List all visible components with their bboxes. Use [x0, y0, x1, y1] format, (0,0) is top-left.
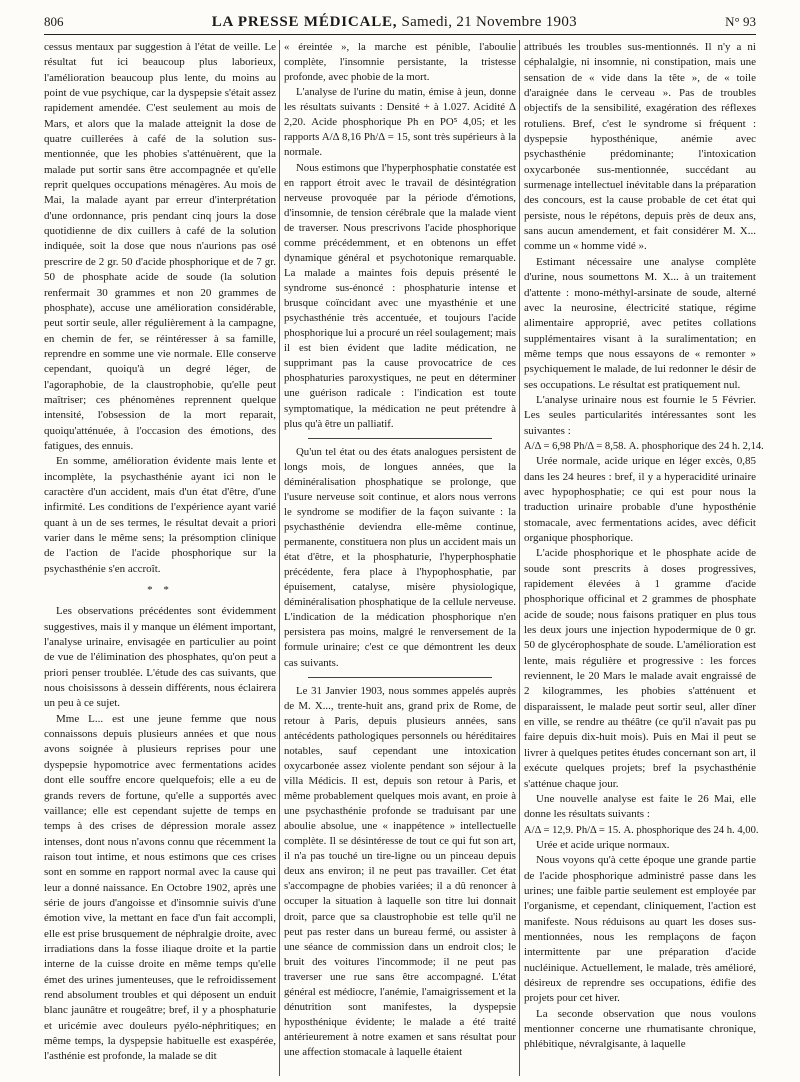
column-rule-2 — [519, 40, 520, 1076]
paragraph: Urée et acide urique normaux. — [536, 838, 670, 851]
paragraph: cessus mentaux par suggestion à l'état de veille. Le résultat fut ici beaucoup plus laborieux, l'amélioration beaucoup plus lente, du moins au point de vue psychique, car la dyspepsie s'était assez rapidement amendée. C'est seulement au mois de Mars, et alors que la malade atteignit la dose de quatre cuillerées à café de la solution sus-mentionnée, que les phobies s'atténuèrent, que la malade put sortir sans être accompagnée et qu'elle reprit quelques occupations ménagères. Au mois de Mai, la malade ayant par erreur d'interprétation d'une ordonnance, pris pendant cinq jours la dose quotidienne de dix cuillers à café de la solution indiquée, soit la dose que nous n'aurions pas osé prescrire de 2 gr. 50 d'acide phosphorique et de 7 gr. 50 de phosphate acide de soude (la solution renfermait 30 grammes et non 20 grammes de phosphate), accuse une amélioration considérable, peut sortir seule, aller régulièrement à la campagne, en chemin de fer, se réintéresser à sa famille, reprendre en somme une vie normale. Elle conserve cependant, quoiqu'à un degré léger, de l'agoraphobie, de la claustrophobie, qu'elle peut maîtriser; ces phénomènes reprennent quelque intensité, l'obsession de la mort reparait, quoiqu'atténuée, à l'occasion des émotions, des fatigues, des ennuis. — [44, 41, 276, 452]
column-1 — [44, 40, 276, 1065]
paragraph: L'acide phosphorique et le phosphate acide de soude sont prescrits à doses progressives, rapidement élevées à 1 gramme d'acide phosphorique officinal et 2 grammes de phosphate acide de soude; nous faisons pratiquer en plus tous les deux jours une injection hypodermique de 0 gr. 50 de glycérophosphate de soude. L'amélioration est lente, mais régulière et progressive : les forces reviennent, le 20 Mars le malade avait engraissé de 2 kilogrammes, les phobies s'atténuent et disparaissent, le malade peut sortir seul, aller dîner en ville, se rendre au théâtre (ce qu'il n'avait pas pu faire depuis dix-huit mois). Puis en Mai il peut se livrer à quelques petites études concernant son art, il exécute quelques projets; bref la psychasthénie s'atténue chaque jour. — [524, 547, 756, 790]
paragraph: « éreintée », la marche est pénible, l'aboulie complète, l'insomnie persistante, la tristesse profonde, avec phobie de la mort. — [284, 41, 516, 84]
paragraph: La seconde observation que nous voulons mentionner concerne une rhumatisante chronique, phlébitique, névralgisante, à laquelle — [524, 1007, 756, 1051]
paragraph: Urée normale, acide urique en léger excès, 0,85 dans les 24 heures : bref, il y a hyperacidité urinaire avec hypophosphatie; ce qui est pour nous la traduction urinaire probable d'une hyposthénie stomacale, avec fermentations acides, avec déficit organique phosphorique. — [524, 455, 756, 544]
masthead — [212, 14, 577, 31]
paragraph: attribués les troubles sus-mentionnés. Il n'y a ni céphalalgie, ni insomnie, ni constipation, mais une sensation de « vide dans la tête », de « toile d'araignée dans le cerveau ». Pas de troubles objectifs de la sensibilité, exagération des réflexes rotuliens. Bref, c'est le syndrome si fréquent : dyspepsie hyposthénique, anémie avec psychasthénie prédominante; l'intoxication oxycarbonée sus-mentionnée, succédant au surmenage intellectuel inévitable dans la préparation des concours, est la cause probable de cet état qui persiste, nous le répétons, depuis près de deux ans, sans aucun amendement, et fait considérer M. X... comme un « homme vidé ». — [524, 41, 756, 253]
paragraph: Le 31 Janvier 1903, nous sommes appelés auprès de M. X..., trente-huit ans, grand prix de Rome, de retour à Paris, depuis plusieurs années, sans antécédents pathologiques personnels ou héréditaires notables, sauf cependant une intoxication oxycarbonée assez violente pendant son séjour à la villa Médicis. Il est, depuis son retour à Paris, et même probablement quelques mois avant, en proie à une psychasthénie profonde se traduisant par une aboulie absolue, une « inappétence » intellectuelle complète. Il se désintéresse de tout ce qui fut son art, il n'a pas touché un tire-ligne ou un pinceau depuis deux ans environ; il ne peut pas travailler. Cet état s'accompagne de phobies variées; il a dû renoncer à occuper la situation à laquelle son titre lui donnait droit, parce que sa claustrophobie est telle qu'il ne peut pas rester dans un bureau fermé, ou assister à une séance de commission dans un endroit clos; le bruit des voitures l'incommode; il ne peut pas traverser une rue sans être accompagné. L'état général est médiocre, l'anémie, l'amaigrissement et la dénutrition sont manifestes, la dyspepsie hyposthénique évidente; le malade a été traité antérieurement à notre examen et sans résultat pour une affection stomacale à laquelle étaient — [284, 684, 516, 1059]
paragraph: Qu'un tel état ou des états analogues persistent de longs mois, de longues années, que la déminéralisation phosphatique se prolonge, que l'usure nerveuse soit continue, et alors nous verrons le syndrome se modifier de la façon suivante : la psychasthénie deviendra elle-même continue, permanente, constituera non plus un accident mais un état d'être, et la phosphaturie, l'hyperphosphatie précédente, fera place à l'hypophosphatie, par épuisement, catalyse, misère physiologique, déminéralisation phosphatique de la cellule nerveuse. L'indication de la médication phosphorique n'en persistera pas moins, malgré le renversement de la formule urinaire; c'est ce que démontrent les deux cas suivants. — [284, 445, 516, 669]
paragraph: Mme L... est une jeune femme que nous connaissons depuis plusieurs années et que nous avons soignée à plusieurs reprises pour une dyspepsie hypomotrice avec fermentations acides dont elle souffre encore quelquefois; elle a eu de grands revers de fortune, qu'elle a supportés avec vaillance; elle est cependant sujette de temps en temps à des crises de dépression morale assez intenses, dont nous n'avons connu que récemment la raison tout intime, et nous estimons que ces crises sont en somme en rapport normal avec la cause qui leur a donné naissance. En Octobre 1902, après une série de jours d'angoisse et d'insomnie suivis d'une émotion vive, la mettant en face d'un fait accompli, elle est prise brusquement de néphralgie droite, avec irradiations dans la fosse iliaque droite et la partie interne de la cuisse droite en même temps qu'elle émet des urines jumenteuses, que le refroidissement rend absolument troubles et qui déposent un enduit blanc jaunâtre et rougeâtre; bref, il y a phosphaturie et uricémie avec douleurs pyélo-néphritiques; en même temps, la dyspepsie habituelle est exaspérée, l'asthénie est profonde, la malade se dit — [44, 712, 276, 1063]
issue-date: Samedi, 21 Novembre 1903 — [401, 13, 577, 30]
paragraph: L'analyse de l'urine du matin, émise à jeun, donne les résultats suivants : Densité + à 1.027. Acidité Δ 2,20. Acide phosphorique Ph en PO⁵ 4,05; et les rapports A/Δ 8,16 Ph/Δ = 15, sont très supérieurs à la normale. — [284, 86, 516, 159]
paragraph: Les observations précédentes sont évidemment suggestives, mais il y manque un élément important, l'analyse urinaire, envisagée en particulier au point de vue de l'élimination des phosphates, qu'on peut a priori penser troublée. L'étude des cas suivants, que nous choisissons à dessein différents, nous éclairera un peu à ce sujet. — [44, 605, 276, 710]
paragraph: L'analyse urinaire nous est fournie le 5 Février. Les seules particularités intéressantes sont les suivantes : — [524, 393, 756, 437]
paragraph: Nous voyons qu'à cette époque une grande partie de l'acide phosphorique administré passe dans les urines; une faible partie seulement est employée par l'organisme, et cependant, cliniquement, l'action est manifeste. Nous réduisons au quart les doses sus-mentionnées, nous les remplaçons de façon intermittente par une préparation d'acide nucléinique. Actuellement, le malade, très amélioré, désireux de reprendre ses occupations, édifie des projets pour cet hiver. — [524, 854, 756, 1005]
paragraph: Estimant nécessaire une analyse complète d'urine, nous soumettons M. X... à un traitement d'attente : mono-méthyl-arsinate de soude, alterné avec la neurosine, électricité statique, régime alimentaire approprié, avec petites collations supplémentaires visant à la suralimentation; en même temps que nous essayons de « remonter » psychiquement le malade, de lui redonner le désir de ses occupations. Le résultat est pratiquement nul. — [524, 255, 756, 391]
paragraph: En somme, amélioration évidente mais lente et incomplète, la psychasthénie ayant ici non le caractère d'un accident, mais d'un état d'être, d'une infirmité. Les conditions de l'expérience ayant varié quant à un de ses termes, le résultat devait a priori varier dans le même sens; la présomption clinique de l'action de l'acide phosphorique sur la psychasthénie s'en accroît. — [44, 455, 276, 575]
column-3 — [524, 40, 764, 1053]
page-number: 806 — [44, 14, 64, 29]
column-2 — [284, 40, 516, 1060]
urine-formula: A/Δ = 6,98 Ph/Δ = 8,58. A. phosphorique des 24 h. 2,14. — [524, 440, 764, 452]
page-header — [44, 10, 756, 35]
section-divider — [308, 438, 492, 439]
section-separator: * * — [147, 584, 173, 597]
journal-title: LA PRESSE MÉDICALE, — [211, 13, 398, 30]
paragraph: Nous estimons que l'hyperphosphatie constatée est en rapport étroit avec le travail de désintégration nerveuse provoquée par la période d'émotions, d'insomnie, de tension cérébrale que la malade vient de traverser. Nous prescrivons l'acide phosphorique comme précédemment, et en obtenons un effet dynamique général et psychotonique remarquable. La malade a maintes fois depuis présenté le syndrome sus-énoncé : phosphaturie intense et brusque coïncidant avec une myasthénie et une psychasthénie très accentuée, et toujours l'acide phosphorique lui a procuré un réel soulagement; mais il est bien évident que ladite médication, ne supprimant pas la cause provocatrice de ces phosphaturies paroxystiques, ne peut en déterminer une guérison radicale : l'indication est toute symptomatique, la médication ne peut prétendre à plus qu'à être un palliatif. — [284, 161, 516, 430]
urine-formula: A/Δ = 12,9. Ph/Δ = 15. A. phosphorique des 24 h. 4,00. — [524, 824, 759, 836]
issue-number: N° 93 — [725, 14, 756, 29]
paragraph: Une nouvelle analyse est faite le 26 Mai, elle donne les résultats suivants : — [524, 792, 756, 821]
column-rule-1 — [279, 40, 280, 1076]
section-divider — [308, 677, 492, 678]
